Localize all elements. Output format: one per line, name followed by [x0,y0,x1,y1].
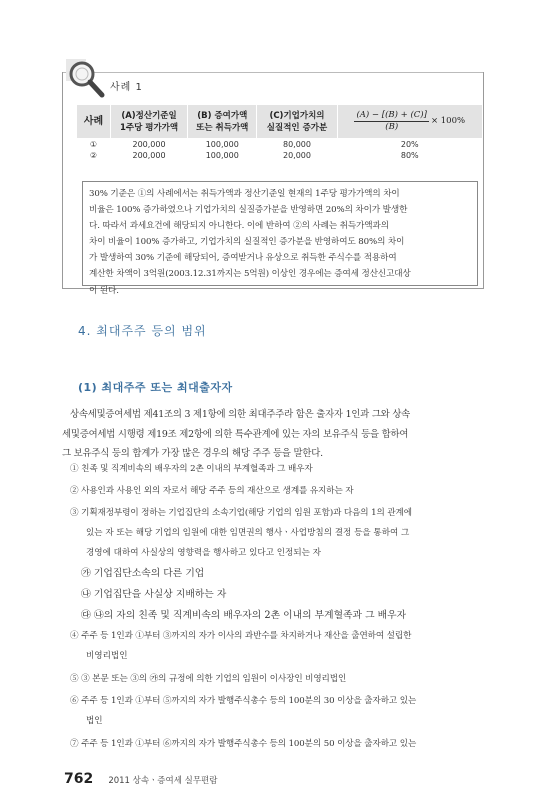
body-paragraph [62,405,488,464]
list-item: ⑤ ③ 본문 또는 ③의 ㉮의 규정에 의한 기업의 임원이 이사장인 비영리법인 [70,674,347,684]
list-item: ⑥ 주주 등 1인과 ①부터 ⑤까지의 자가 발행주식총수 등의 100분의 30 이상을 출자하고 있는 [70,696,417,706]
explanation-line: 이 된다. [89,285,119,296]
list-item: ⑦ 주주 등 1인과 ①부터 ⑥까지의 자가 발행주식총수 등의 100분의 50 이상을 출자하고 있는 [70,739,417,749]
table-cell: ① [77,139,111,150]
formula [354,110,466,132]
header-b-line1: (B) 증여가액 [197,110,248,121]
table-row [77,139,483,150]
page-footer [64,768,217,787]
example-table [76,104,483,161]
formula-multiplier: × 100% [430,116,466,126]
formula-fraction [354,110,428,133]
list-subitem: ㉰ ㉯의 자의 친족 및 직계비속의 배우자의 2촌 이내의 부계혈족과 그 배우자 [81,610,407,621]
example-label: 사례 1 [110,82,143,93]
page-number: 762 [64,771,94,787]
list-item: ① 친족 및 직계비속의 배우자의 2촌 이내의 부계혈족과 그 배우자 [70,464,313,474]
table-cell: 200,000 [132,150,166,160]
list-item: ② 사용인과 사용인 외의 자로서 해당 주주 등의 재산으로 생계를 유지하는 자 [70,486,354,496]
formula-numerator: (A) − [(B) + (C)] [356,110,427,120]
table-cell: 100,000 [205,150,239,160]
table-cell: ② [89,150,98,160]
example-explanation [82,181,478,296]
table-cell: 80% [400,150,419,160]
list-item-continued: 있는 자 또는 해당 기업의 임원에 대한 임면권의 행사ㆍ사업방침의 결정 등을 통하여 그 [86,528,410,538]
header-b-line2: 또는 취득가액 [196,122,249,133]
table-header-row [77,105,483,139]
list-item-continued: 경영에 대하여 사실상의 영향력을 행사하고 있다고 인정되는 자 [86,548,321,558]
header-a-line1: (A)정산기준일 [121,110,177,121]
body-line: 세및증여세법 시행령 제19조 제2항에 의한 특수관계에 있는 자의 보유주식 등을 합하여 [62,428,409,440]
body-line: 그 보유주식 등의 합계가 가장 많은 경우의 해당 주주 등을 말한다. [62,448,323,459]
list-item: ④ 주주 등 1인과 ①부터 ③까지의 자가 이사의 과반수를 차지하거나 재산을 출연하여 설립한 [70,631,412,641]
header-a [111,105,188,139]
header-c [257,105,337,139]
header-formula [337,105,482,139]
list-item-continued: 비영리법인 [86,651,128,661]
explanation-line: 차이 비율이 100% 증가하고, 기업가치의 실질적인 증가분을 반영하여도 80%의 차이 [89,237,405,248]
magnifier-icon [62,55,108,101]
header-b [188,105,257,139]
explanation-line: 가 발생하여 30% 기준에 해당되어, 증여받거나 유상으로 취득한 주식수를 적용하여 [89,253,397,264]
list-item: ③ 기획재정부령이 정하는 기업집단의 소속기업(해당 기업의 임원 포함)과 다음의 1의 관계에 [70,508,412,518]
section-title: 4. 최대주주 등의 범위 [78,324,207,338]
explanation-line: 계산한 차액이 3억원(2003.12.31까지는 5억원) 이상인 경우에는 증여세 정산신고대상 [89,269,411,280]
explanation-line: 30% 기준은 ①의 사례에서는 취득가액과 정산기준일 현재의 1주당 평가가액의 차이 [89,189,400,199]
header-c-line1: (C)기업가치의 [269,110,325,121]
header-a-line2: 1주당 평가가액 [119,122,179,133]
book-title: 2011 상속ㆍ증여세 실무편람 [108,776,218,786]
header-case: 사례 [77,105,111,139]
table-row [77,150,483,161]
table-cell: 200,000 [111,139,188,150]
table-cell: 20,000 [282,150,311,160]
body-line: 상속세및증여세법 제41조의 3 제1항에 의한 최대주주라 함은 출자자 1인과 그와 상속 [70,409,411,420]
subsection-title: (1) 최대주주 또는 최대출자자 [78,381,233,394]
list-subitem: ㉮ 기업집단소속의 다른 기업 [81,568,205,579]
table-cell: 20% [337,139,482,150]
list-item-continued: 법인 [86,716,103,726]
header-c-line2: 실질적인 증가분 [266,122,328,133]
table-cell: 100,000 [188,139,257,150]
list-subitem: ㉯ 기업집단을 사실상 지배하는 자 [81,589,227,600]
formula-denominator: (B) [385,122,399,132]
explanation-line: 다. 따라서 과세요건에 해당되지 아니한다. 이에 반하여 ②의 사례는 취득가액과의 [89,221,389,232]
explanation-line: 비율은 100% 증가하였으나 기업가치의 실질증가분을 반영하면 20%의 차이가 발생한 [89,205,408,216]
table-cell: 80,000 [257,139,337,150]
